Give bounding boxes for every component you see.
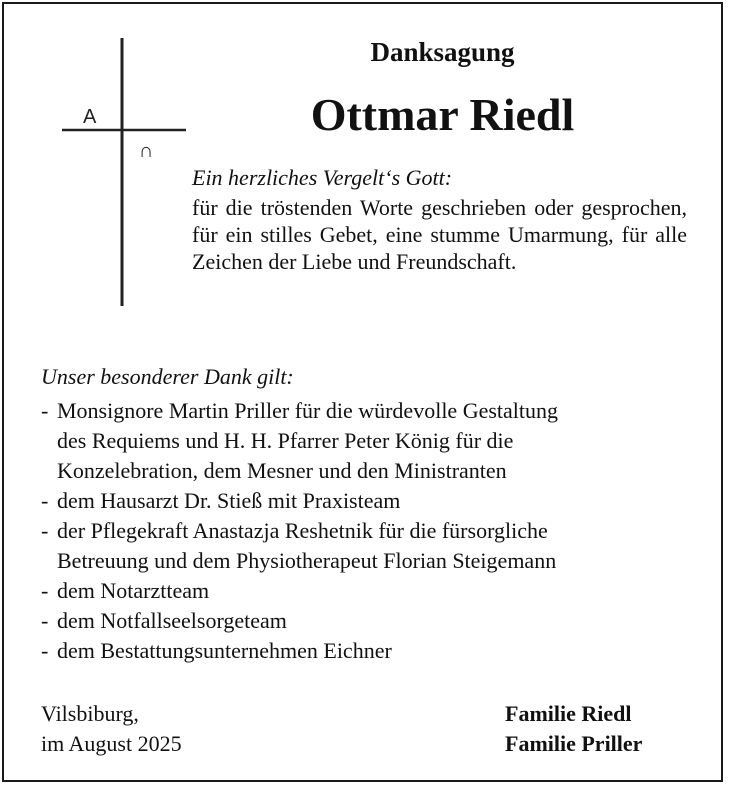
thanks-section [41,362,701,666]
thanks-item [41,516,701,576]
signatures [505,699,642,759]
dash-bullet: - [41,518,49,543]
dash-bullet: - [41,578,49,603]
thanks-list [41,396,701,666]
thanks-item-line: des Requiems und H. H. Pfarrer Peter König für die [57,428,514,453]
thanks-item [41,396,701,486]
dash-bullet: - [41,398,49,423]
omega-symbol: ∩ [139,140,154,162]
dash-bullet: - [41,488,49,513]
thanks-item-line: dem Notarztteam [57,578,210,603]
thanks-item-line: dem Hausarzt Dr. Stieß mit Praxisteam [57,488,401,513]
dash-bullet: - [41,608,49,633]
intro-body: für die tröstenden Worte geschrieben oder gesprochen, für ein stilles Gebet, eine stumme Umarmung, für alle Zeichen der Liebe und Freundschaft. [192,195,687,274]
thanks-lead: Unser besonderer Dank gilt: [41,364,294,389]
signature-line: Familie Riedl [505,701,632,726]
thanks-item-line: der Pflegekraft Anastazja Reshetnik für die fürsorgliche [57,518,548,543]
place-text: Vilsbiburg, [41,701,139,726]
cross-alpha-omega-icon [58,36,188,311]
thanks-item-line: Betreuung und dem Physiotherapeut Florian Steigemann [57,548,557,573]
intro-section [192,164,687,275]
alpha-symbol: A [83,106,97,128]
deceased-name: Ottmar Riedl [310,89,575,140]
thanks-item [41,636,701,666]
thanks-item-line: Monsignore Martin Priller für die würdevolle Gestaltung [57,398,559,423]
thanks-item-line: dem Notfallseelsorgeteam [57,608,287,633]
signature-line: Familie Priller [505,731,643,756]
thanks-item [41,486,701,516]
place-date [41,699,182,759]
intro-lead: Ein herzliches Vergelt‘s Gott: [192,165,453,190]
thanks-item [41,606,701,636]
date-text: im August 2025 [41,731,182,756]
thanks-item-line: Konzelebration, dem Mesner und den Ministranten [57,458,507,483]
thanks-item [41,576,701,606]
notice-title: Danksagung [370,37,515,67]
dash-bullet: - [41,638,49,663]
thanks-item-line: dem Bestattungsunternehmen Eichner [57,638,392,663]
